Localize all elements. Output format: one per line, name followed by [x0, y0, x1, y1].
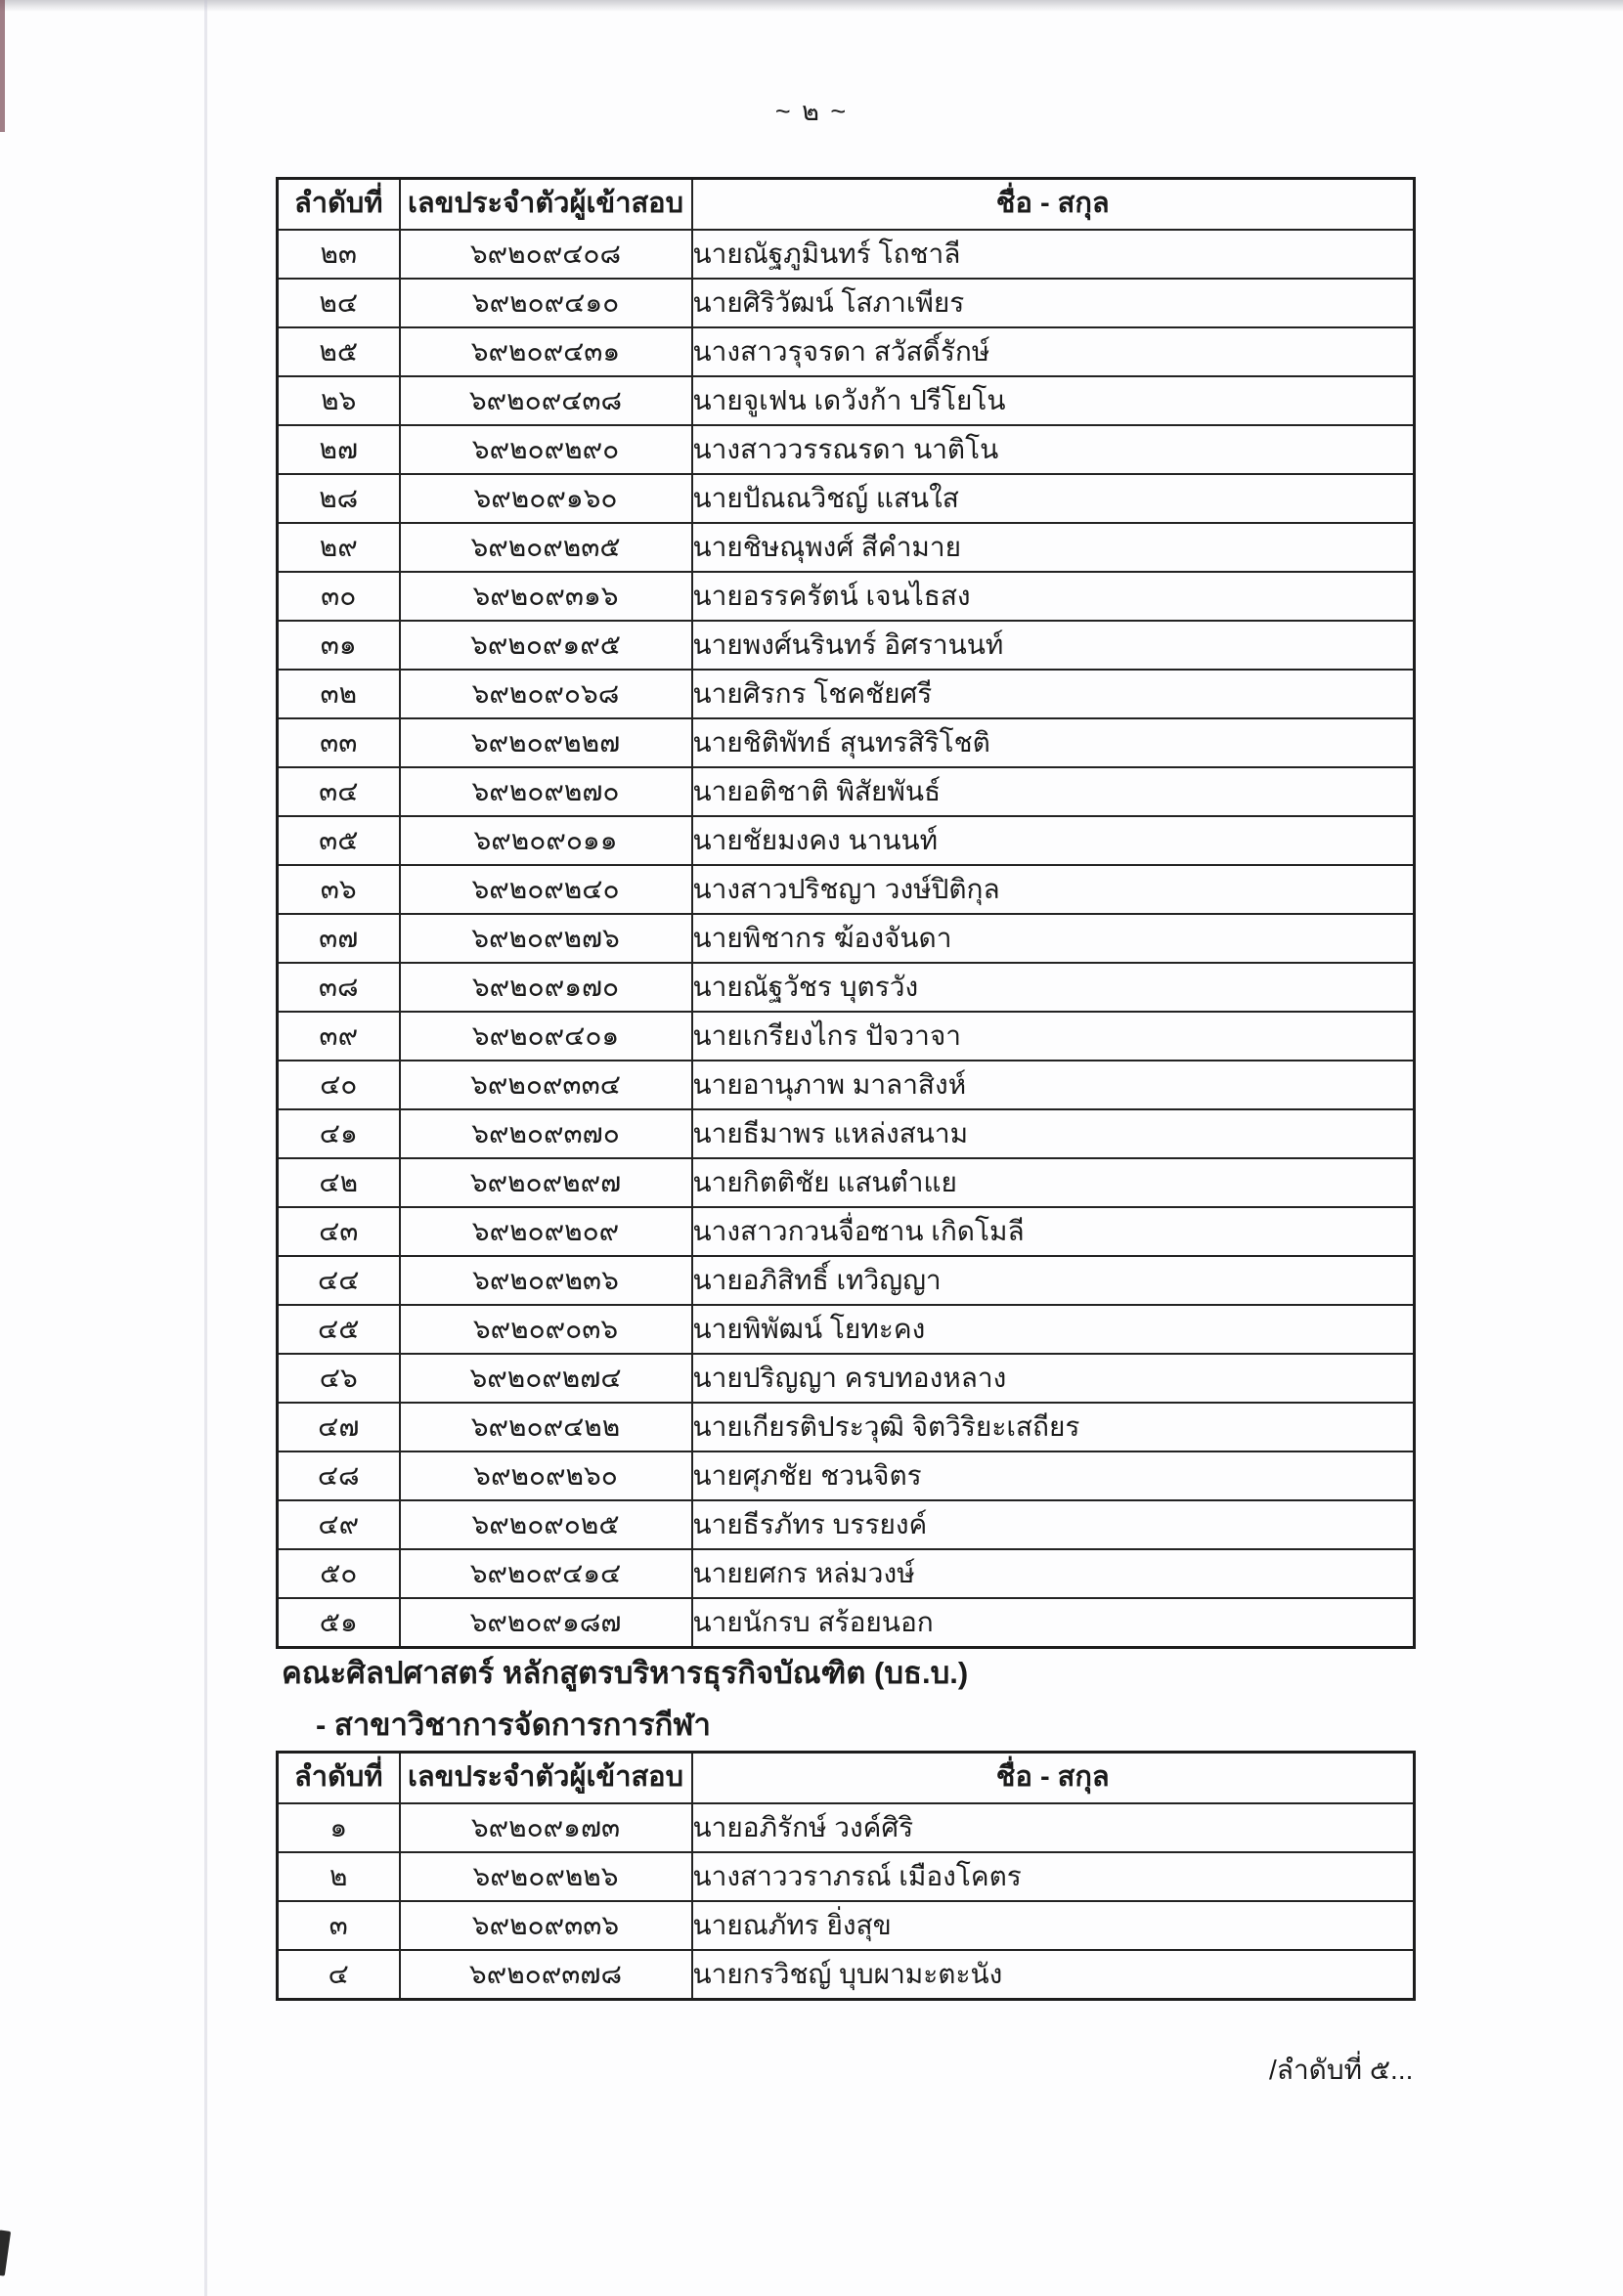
page-number: ~ ๒ ~ — [774, 97, 849, 126]
column-header-order: ลำดับที่ — [278, 1753, 400, 1804]
cell-candidate-name: นายพิพัฒน์ โยทะคง — [692, 1305, 1415, 1354]
candidate-row — [278, 963, 1415, 1012]
cell-order-number: ๓๑ — [278, 621, 400, 670]
candidate-row — [278, 718, 1415, 767]
cell-candidate-name: นายพงศ์นรินทร์ อิศรานนท์ — [692, 621, 1415, 670]
cell-candidate-id: ๖๙๒๐๙๒๗๔ — [400, 1354, 692, 1403]
candidate-row — [278, 1549, 1415, 1598]
cell-candidate-id: ๖๙๒๐๙๒๗๐ — [400, 767, 692, 816]
cell-candidate-id: ๖๙๒๐๙๓๓๖ — [400, 1901, 692, 1950]
cell-candidate-name: นางสาวกวนจื่อซาน เกิดโมลี — [692, 1207, 1415, 1256]
cell-candidate-name: นายธีมาพร แหล่งสนาม — [692, 1109, 1415, 1158]
cell-candidate-id: ๖๙๒๐๙๓๗๐ — [400, 1109, 692, 1158]
cell-candidate-id: ๖๙๒๐๙๐๒๕ — [400, 1500, 692, 1549]
cell-candidate-name: นางสาวรุจรดา สวัสดิ์รักษ์ — [692, 327, 1415, 376]
scan-artifact-corner-mark — [0, 2230, 11, 2275]
cell-order-number: ๑ — [278, 1803, 400, 1852]
cell-candidate-name: นายณภัทร ยิ่งสุข — [692, 1901, 1415, 1950]
cell-candidate-name: นายธีรภัทร บรรยงค์ — [692, 1500, 1415, 1549]
cell-order-number: ๔ — [278, 1950, 400, 2000]
cell-candidate-name: นายชิติพัทธ์ สุนทรสิริโชติ — [692, 718, 1415, 767]
cell-candidate-id: ๖๙๒๐๙๓๓๔ — [400, 1061, 692, 1109]
candidate-row — [278, 670, 1415, 718]
cell-candidate-id: ๖๙๒๐๙๔๐๘ — [400, 230, 692, 279]
cell-candidate-name: นายยศกร หล่มวงษ์ — [692, 1549, 1415, 1598]
cell-candidate-name: นายเกรียงไกร ปัจวาจา — [692, 1012, 1415, 1061]
cell-candidate-name: นายกิตติชัย แสนตำแย — [692, 1158, 1415, 1207]
cell-candidate-id: ๖๙๒๐๙๑๗๐ — [400, 963, 692, 1012]
candidate-row — [278, 1451, 1415, 1500]
candidate-row — [278, 425, 1415, 474]
cell-candidate-id: ๖๙๒๐๙๒๙๗ — [400, 1158, 692, 1207]
cell-order-number: ๒๕ — [278, 327, 400, 376]
cell-candidate-id: ๖๙๒๐๙๒๓๖ — [400, 1256, 692, 1305]
scan-artifact-top-edge — [0, 0, 1623, 12]
cell-order-number: ๔๓ — [278, 1207, 400, 1256]
column-header-name: ชื่อ - สกุล — [692, 1753, 1415, 1804]
candidate-row — [278, 1061, 1415, 1109]
table-header-row — [278, 1753, 1415, 1804]
cell-candidate-id: ๖๙๒๐๙๒๙๐ — [400, 425, 692, 474]
candidate-row — [278, 1012, 1415, 1061]
cell-order-number: ๓๘ — [278, 963, 400, 1012]
candidate-row — [278, 1500, 1415, 1549]
cell-candidate-id: ๖๙๒๐๙๐๑๑ — [400, 816, 692, 865]
candidate-row — [278, 1109, 1415, 1158]
cell-order-number: ๒๗ — [278, 425, 400, 474]
candidate-row — [278, 523, 1415, 572]
cell-order-number: ๒๔ — [278, 279, 400, 327]
cell-candidate-name: นายชิษณุพงศ์ สีคำมาย — [692, 523, 1415, 572]
cell-candidate-name: นายศิรกร โชคชัยศรี — [692, 670, 1415, 718]
cell-candidate-id: ๖๙๒๐๙๒๐๙ — [400, 1207, 692, 1256]
cell-candidate-id: ๖๙๒๐๙๒๗๖ — [400, 914, 692, 963]
cell-order-number: ๒ — [278, 1852, 400, 1901]
cell-order-number: ๓๓ — [278, 718, 400, 767]
footer-continuation-note: /ลำดับที่ ๕... — [1269, 2055, 1414, 2085]
cell-order-number: ๔๔ — [278, 1256, 400, 1305]
cell-candidate-name: นายปัณณวิชญ์ แสนใส — [692, 474, 1415, 523]
candidate-row — [278, 1901, 1415, 1950]
candidate-table-sport-management — [276, 1751, 1416, 2001]
column-header-candidate-id: เลขประจำตัวผู้เข้าสอบ — [400, 179, 692, 231]
cell-candidate-name: นายอภิสิทธิ์ เทวิญญา — [692, 1256, 1415, 1305]
candidate-row — [278, 1256, 1415, 1305]
cell-candidate-name: นายศุภชัย ชวนจิตร — [692, 1451, 1415, 1500]
cell-order-number: ๓๒ — [278, 670, 400, 718]
cell-candidate-id: ๖๙๒๐๙๒๖๐ — [400, 1451, 692, 1500]
cell-candidate-name: นายเกียรติประวุฒิ จิตวิริยะเสถียร — [692, 1403, 1415, 1451]
cell-order-number: ๔๑ — [278, 1109, 400, 1158]
cell-order-number: ๔๗ — [278, 1403, 400, 1451]
cell-order-number: ๔๙ — [278, 1500, 400, 1549]
candidate-row — [278, 914, 1415, 963]
cell-order-number: ๔๐ — [278, 1061, 400, 1109]
cell-candidate-id: ๖๙๒๐๙๓๑๖ — [400, 572, 692, 621]
cell-candidate-id: ๖๙๒๐๙๒๓๕ — [400, 523, 692, 572]
cell-candidate-id: ๖๙๒๐๙๓๗๘ — [400, 1950, 692, 2000]
candidate-row — [278, 1305, 1415, 1354]
cell-order-number: ๔๖ — [278, 1354, 400, 1403]
section-heading-faculty: คณะศิลปศาสตร์ หลักสูตรบริหารธุรกิจบัณฑิต (บธ.บ.) — [282, 1656, 969, 1690]
cell-candidate-id: ๖๙๒๐๙๒๒๗ — [400, 718, 692, 767]
cell-candidate-name: นายอรรครัตน์ เจนไธสง — [692, 572, 1415, 621]
cell-order-number: ๓ — [278, 1901, 400, 1950]
candidate-row — [278, 376, 1415, 425]
cell-candidate-id: ๖๙๒๐๙๔๓๘ — [400, 376, 692, 425]
cell-order-number: ๒๓ — [278, 230, 400, 279]
column-header-candidate-id: เลขประจำตัวผู้เข้าสอบ — [400, 1753, 692, 1804]
cell-order-number: ๓๖ — [278, 865, 400, 914]
cell-candidate-id: ๖๙๒๐๙๑๘๗ — [400, 1598, 692, 1648]
candidate-table-main — [276, 177, 1416, 1649]
candidate-row — [278, 865, 1415, 914]
cell-order-number: ๓๙ — [278, 1012, 400, 1061]
section-subheading-major: - สาขาวิชาการจัดการการกีฬา — [316, 1708, 711, 1742]
cell-order-number: ๔๒ — [278, 1158, 400, 1207]
cell-order-number: ๒๙ — [278, 523, 400, 572]
cell-candidate-id: ๖๙๒๐๙๒๔๐ — [400, 865, 692, 914]
cell-candidate-name: นายอภิรักษ์ วงค์ศิริ — [692, 1803, 1415, 1852]
candidate-row — [278, 1354, 1415, 1403]
candidate-row — [278, 1803, 1415, 1852]
cell-candidate-id: ๖๙๒๐๙๔๒๒ — [400, 1403, 692, 1451]
candidate-row — [278, 327, 1415, 376]
candidate-row — [278, 1158, 1415, 1207]
cell-candidate-id: ๖๙๒๐๙๑๙๕ — [400, 621, 692, 670]
cell-order-number: ๕๑ — [278, 1598, 400, 1648]
cell-candidate-name: นางสาวปริชญา วงษ์ปิติกุล — [692, 865, 1415, 914]
cell-candidate-name: นายนักรบ สร้อยนอก — [692, 1598, 1415, 1648]
candidate-row — [278, 1852, 1415, 1901]
cell-order-number: ๔๕ — [278, 1305, 400, 1354]
cell-candidate-name: นายกรวิชญ์ บุบผามะตะนัง — [692, 1950, 1415, 2000]
cell-candidate-id: ๖๙๒๐๙๔๐๑ — [400, 1012, 692, 1061]
cell-candidate-id: ๖๙๒๐๙๔๓๑ — [400, 327, 692, 376]
cell-candidate-name: นายพิชากร ฆ้องจันดา — [692, 914, 1415, 963]
cell-candidate-id: ๖๙๒๐๙๔๑๔ — [400, 1549, 692, 1598]
cell-candidate-name: นางสาววราภรณ์ เมืองโคตร — [692, 1852, 1415, 1901]
cell-candidate-id: ๖๙๒๐๙๐๖๘ — [400, 670, 692, 718]
candidate-row — [278, 474, 1415, 523]
cell-candidate-id: ๖๙๒๐๙๔๑๐ — [400, 279, 692, 327]
candidate-row — [278, 1207, 1415, 1256]
cell-candidate-name: นายณัฐภูมินทร์ โถชาลี — [692, 230, 1415, 279]
cell-candidate-id: ๖๙๒๐๙๐๓๖ — [400, 1305, 692, 1354]
cell-candidate-name: นายอานุภาพ มาลาสิงห์ — [692, 1061, 1415, 1109]
candidate-row — [278, 767, 1415, 816]
candidate-row — [278, 230, 1415, 279]
candidate-row — [278, 621, 1415, 670]
candidate-row — [278, 1598, 1415, 1648]
candidate-row — [278, 1950, 1415, 2000]
cell-order-number: ๓๕ — [278, 816, 400, 865]
cell-candidate-name: นางสาววรรณรดา นาติโน — [692, 425, 1415, 474]
cell-candidate-name: นายอติชาติ พิสัยพันธ์ — [692, 767, 1415, 816]
cell-candidate-name: นายศิริวัฒน์ โสภาเพียร — [692, 279, 1415, 327]
column-header-name: ชื่อ - สกุล — [692, 179, 1415, 231]
cell-order-number: ๓๔ — [278, 767, 400, 816]
cell-candidate-name: นายณัฐวัชร บุตรวัง — [692, 963, 1415, 1012]
cell-order-number: ๕๐ — [278, 1549, 400, 1598]
candidate-row — [278, 1403, 1415, 1451]
column-header-order: ลำดับที่ — [278, 179, 400, 231]
cell-order-number: ๓๐ — [278, 572, 400, 621]
cell-order-number: ๒๖ — [278, 376, 400, 425]
candidate-row — [278, 279, 1415, 327]
cell-candidate-name: นายปริญญา ครบทองหลาง — [692, 1354, 1415, 1403]
table-header-row — [278, 179, 1415, 231]
cell-candidate-name: นายชัยมงคง นานนท์ — [692, 816, 1415, 865]
cell-order-number: ๔๘ — [278, 1451, 400, 1500]
cell-candidate-id: ๖๙๒๐๙๑๖๐ — [400, 474, 692, 523]
cell-candidate-name: นายจูเฟน เดวังก้า ปรีโยโน — [692, 376, 1415, 425]
scan-artifact-fold-line — [204, 0, 207, 2296]
cell-order-number: ๓๗ — [278, 914, 400, 963]
candidate-row — [278, 572, 1415, 621]
cell-candidate-id: ๖๙๒๐๙๒๒๖ — [400, 1852, 692, 1901]
cell-candidate-id: ๖๙๒๐๙๑๗๓ — [400, 1803, 692, 1852]
cell-order-number: ๒๘ — [278, 474, 400, 523]
candidate-row — [278, 816, 1415, 865]
